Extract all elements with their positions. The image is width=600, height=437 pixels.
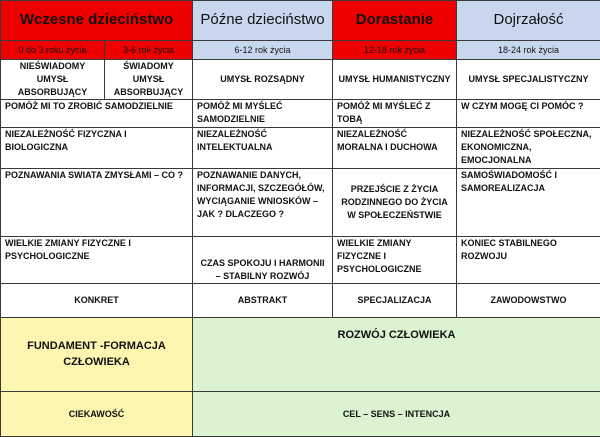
thinking-concrete: KONKRET [1, 284, 193, 318]
help-adolescence: POMÓŻ MI MYŚLEĆ Z TOBĄ [333, 100, 457, 128]
discovery-late-childhood: POZNAWANIE DANYCH, INFORMACJI, SZCZEGÓŁÓW, WYCIĄGANIE WNIOSKÓW – JAK ? DLACZEGO ? [193, 169, 333, 237]
discovery-early-childhood: POZNAWANIA SWIATA ZMYSŁAMI – CO ? [1, 169, 193, 237]
header-early-childhood: Wczesne dzieciństwo [1, 1, 193, 41]
header-maturity: Dojrzałość [457, 1, 600, 41]
mind-unconscious-absorbent: NIEŚWIADOMY UMYSŁ ABSORBUJĄCY [1, 60, 105, 100]
changes-late-childhood: CZAS SPOKOJU I HARMONII – STABILNY ROZWÓJ [193, 237, 333, 284]
age-0-3: 0 do 3 roku życia [1, 41, 105, 60]
curiosity-cell: CIEKAWOŚĆ [1, 392, 193, 437]
development-cell: ROZWÓJ CZŁOWIEKA [193, 318, 600, 392]
age-18-24: 18-24 rok życia [457, 41, 600, 60]
header-adolescence: Dorastanie [333, 1, 457, 41]
help-early-childhood: POMÓŻ MI TO ZROBIĆ SAMODZIELNIE [1, 100, 193, 128]
thinking-specialization: SPECJALIZACJA [333, 284, 457, 318]
age-6-12: 6-12 rok życia [193, 41, 333, 60]
independence-maturity: NIEZALEŻNOŚĆ SPOŁECZNA, EKONOMICZNA, EMOCJONALNA [457, 128, 600, 169]
discovery-adolescence: PRZEJŚCIE Z ŻYCIA RODZINNEGO DO ŻYCIA W SPOŁECZEŃSTWIE [333, 169, 457, 237]
thinking-professionalism: ZAWODOWSTWO [457, 284, 600, 318]
changes-early-childhood: WIELKIE ZMIANY FIZYCZNE I PSYCHOLOGICZNE [1, 237, 193, 284]
purpose-cell: CEL – SENS – INTENCJA [193, 392, 600, 437]
mind-conscious-absorbent: ŚWIADOMY UMYSŁ ABSORBUJĄCY [105, 60, 193, 100]
help-maturity: W CZYM MOGĘ CI POMÓC ? [457, 100, 600, 128]
help-late-childhood: POMÓŻ MI MYŚLEĆ SAMODZIELNIE [193, 100, 333, 128]
mind-specialist: UMYSŁ SPECJALISTYCZNY [457, 60, 600, 100]
mind-humanistic: UMYSŁ HUMANISTYCZNY [333, 60, 457, 100]
independence-late-childhood: NIEZALEŻNOŚĆ INTELEKTUALNA [193, 128, 333, 169]
age-12-18: 12-18 rok życia [333, 41, 457, 60]
changes-maturity: KONIEC STABILNEGO ROZWOJU [457, 237, 600, 284]
foundation-cell: FUNDAMENT -FORMACJA CZŁOWIEKA [1, 318, 193, 392]
thinking-abstract: ABSTRAKT [193, 284, 333, 318]
age-3-6: 3-6 rok życia [105, 41, 193, 60]
independence-early-childhood: NIEZALEŻNOŚĆ FIZYCZNA I BIOLOGICZNA [1, 128, 193, 169]
header-late-childhood: Późne dzieciństwo [193, 1, 333, 41]
independence-adolescence: NIEZALEŻNOŚĆ MORALNA I DUCHOWA [333, 128, 457, 169]
mind-reasoning: UMYSŁ ROZSĄDNY [193, 60, 333, 100]
discovery-maturity: SAMOŚWIADOMOŚĆ I SAMOREALIZACJA [457, 169, 600, 237]
changes-adolescence: WIELKIE ZMIANY FIZYCZNE I PSYCHOLOGICZNE [333, 237, 457, 284]
